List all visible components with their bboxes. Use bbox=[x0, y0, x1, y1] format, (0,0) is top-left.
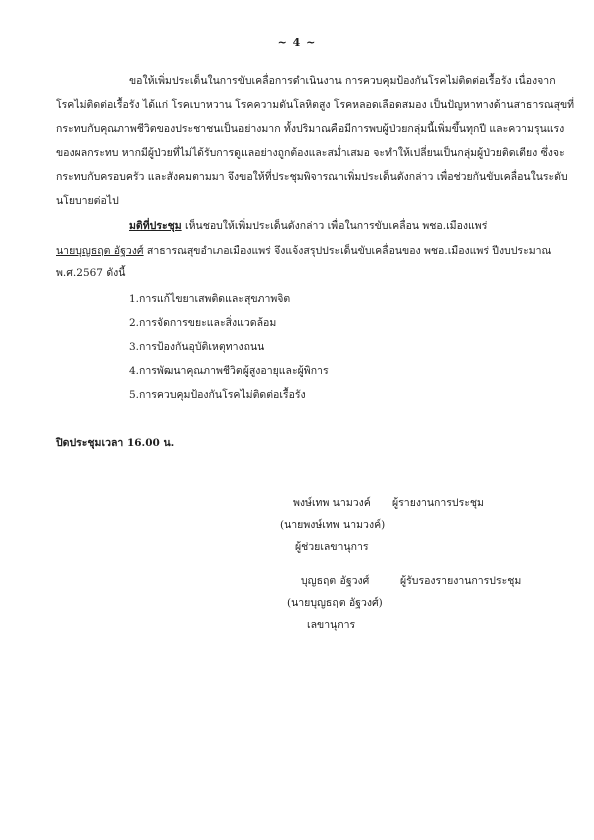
resolution-text: เห็นชอบให้เพิ่มประเด็นดังกล่าว เพื่อในการขับเคลื่อน พชอ.เมืองแพร่ bbox=[185, 220, 488, 232]
paragraph-line: กระทบกับครอบครัว และสังคมตามมา จึงขอให้ที่ประชุมพิจารณาเพิ่มประเด็นดังกล่าว เพื่อช่วยกันขับเคลื่อนในระดับ bbox=[56, 171, 568, 183]
paragraph-line: กระทบกับคุณภาพชีวิตของประชาชนเป็นอย่างมาก ทั้งปริมาณคือมีการพบผู้ป่วยกลุ่มนี้เพิ่มขึ้นทุกปี และความรุนแรง bbox=[56, 123, 565, 135]
summary-line bbox=[56, 244, 551, 258]
resolution-line bbox=[129, 219, 487, 233]
reporter-signed-name: พงษ์เทพ นามวงค์ bbox=[293, 497, 371, 509]
resolution-label: มติที่ประชุม bbox=[129, 220, 182, 232]
reporter-role: ผู้รายงานการประชุม bbox=[392, 497, 484, 509]
summary-text: สาธารณสุขอำเภอเมืองแพร่ จึงแจ้งสรุปประเด็นขับเคลื่อนของ พชอ.เมืองแพร่ ปีงบประมาณ bbox=[146, 245, 552, 257]
paragraph-line: โรคไม่ติดต่อเรื้อรัง ได้แก่ โรคเบาหวาน โรคความดันโลหิตสูง โรคหลอดเลือดสมอง เป็นปัญหาทางด้านสาธารณสุขที่ bbox=[56, 99, 575, 111]
page-number: ~ 4 ~ bbox=[277, 36, 317, 49]
issue-item: 2.การจัดการขยะและสิ่งแวดล้อม bbox=[129, 317, 277, 329]
certifier-position: เลขานุการ bbox=[307, 619, 356, 631]
issue-item: 5.การควบคุมป้องกันโรคไม่ติดต่อเรื้อรัง bbox=[129, 389, 306, 401]
issue-item: 3.การป้องกันอุบัติเหตุทางถนน bbox=[129, 341, 265, 353]
paragraph-line: ของผลกระทบ หากมีผู้ป่วยที่ไม่ได้รับการดูแลอย่างถูกต้องและสม่ำเสมอ จะทำให้เปลี่ยนเป็นกลุ่มผู้ป่วยติดเตียง ซึ่งจะ bbox=[56, 147, 565, 159]
issue-item: 1.การแก้ไขยาเสพติดและสุขภาพจิต bbox=[129, 293, 291, 305]
certifier-printed-name: (นายบุญธฤต อัฐวงศ์) bbox=[287, 597, 383, 609]
summary-line-2: พ.ศ.2567 ดังนี้ bbox=[56, 267, 126, 279]
paragraph-line: ขอให้เพิ่มประเด็นในการขับเคลื่อการดำเนินงาน การควบคุมป้องกันโรคไม่ติดต่อเรื้อรัง เนื่องจาก bbox=[129, 75, 556, 87]
reporter-printed-name: (นายพงษ์เทพ นามวงค์) bbox=[280, 519, 386, 531]
summary-name: นายบุญธฤต อัฐวงศ์ bbox=[56, 245, 144, 257]
issue-item: 4.การพัฒนาคุณภาพชีวิตผู้สูงอายุและผู้พิการ bbox=[129, 365, 329, 377]
certifier-role: ผู้รับรองรายงานการประชุม bbox=[400, 575, 522, 587]
reporter-position: ผู้ช่วยเลขานุการ bbox=[295, 541, 369, 553]
paragraph-line: นโยบายต่อไป bbox=[56, 195, 119, 207]
closing-time: ปิดประชุมเวลา 16.00 น. bbox=[56, 437, 175, 449]
certifier-signed-name: บุญธฤต อัฐวงศ์ bbox=[301, 575, 370, 587]
